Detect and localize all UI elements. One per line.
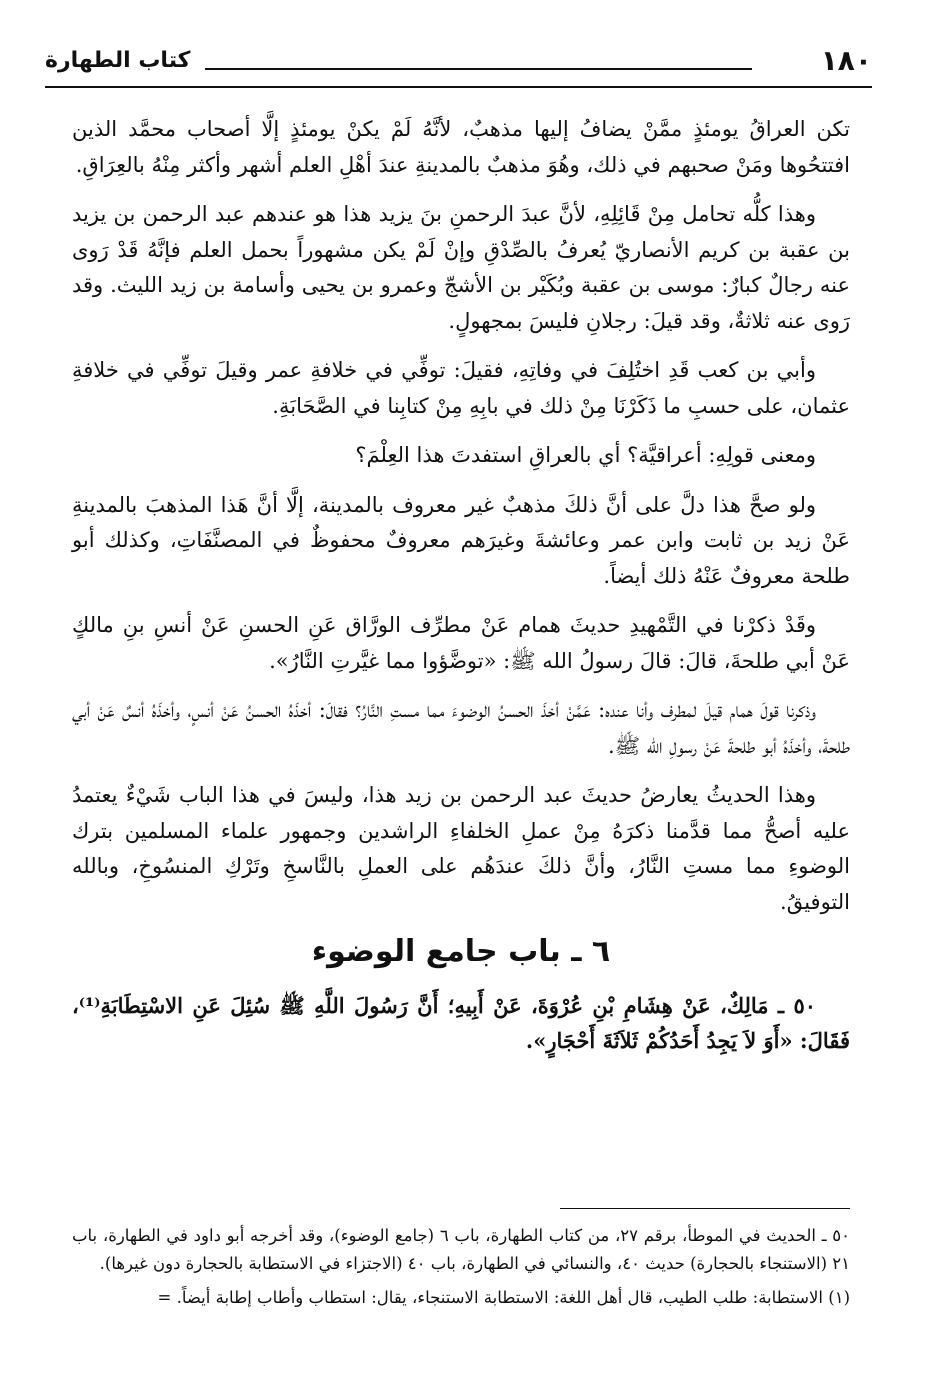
hadith-block [72, 988, 850, 1059]
paragraph: ومعنى قولِهِ: أعراقيَّة؟ أي بالعراقِ استفدتَ هذا العِلْمَ؟ [355, 443, 816, 467]
paragraph: وهذا الحديثُ يعارضُ حديثَ عبد الرحمن بن زيد هذا، وليسَ في هذا الباب شَيْءٌ يعتمدُ عليه أصحُّ مما قدَّمنا ذكرَهُ مِنْ عملِ الخلفاءِ الراشدين وجمهور علماء المسلمين بترك الوضوءِ مما مستِ النَّارُ، وأنَّ ذلكَ عندَهُم على العملِ بالنَّاسخِ وتَرْكِ المنسُوخِ، وبالله التوفيقُ. [72, 783, 850, 914]
page-number: ١٨٠ [820, 44, 872, 77]
footnote: (١) الاستطابة: طلب الطيب، قال أهل اللغة: الاستطابة الاستنجاء، يقال: استطاب وأطاب إطابة أيضاً. = [157, 1288, 850, 1307]
hadith-text: ٥٠ ـ مَالِكٌ، عَنْ هِشَامِ بْنِ عُرْوَةَ، عَنْ أَبِيهِ؛ أَنَّ رَسُولَ اللَّهِ ﷺ سُئِلَ عَنِ الاسْتِطَابَةِ⁽¹⁾، فَقَالَ: «أَوَ لاَ يَجِدُ أَحَدُكُمْ ثَلاَثَةَ أَحْجَارٍ». [72, 992, 850, 1053]
paragraph: وهذا كلُّه تحامل مِنْ قَائِلِهِ، لأنَّ عبدَ الرحمنِ بنَ يزيد هذا هو عندهم عبد الرحمن بن يزيد بن عقبة بن كريم الأنصاريّ يُعرفُ بالصِّدْقِ وإنْ لَمْ يكن مشهوراً بحمل العلم فإنَّهُ قَدْ رَوى عنه رجالٌ كبارٌ: موسى بن عقبة وبُكَيْر بن الأشجّ وعمرو بن يحيى وأسامة بن زيد الليث. وقد رَوى عنه ثلاثةٌ، وقد قيلَ: رجلانِ فليسَ بمجهولٍ. [72, 202, 850, 333]
page-header [45, 44, 872, 88]
paragraph: وقَدْ ذكرْنا في التَّمْهيدِ حديثَ همام عَنْ مطرِّف الورَّاق عَنِ الحسنِ عَنْ أنسِ بنِ مالكٍ عَنْ أبي طلحةَ، قالَ: قالَ رسولُ الله ﷺ: «توضَّؤوا مما غيَّرتِ النَّارُ». [72, 613, 850, 673]
paragraph: وذكرنا قولَ همام قيلَ لمطرف وأنا عنده: عَمَّنْ أخذَ الحسنُ الوضوءَ مما مستِ النَّارُ؟ فقالَ: أخذَهُ الحسنُ عَنْ أنسٍ، وأخذَهُ أنسٌ عَنْ أبي طلحةَ، وأخذَهُ أبو طلحةَ عَنْ رسولِ الله ﷺ. [72, 698, 850, 758]
chapter-title: ٦ ـ باب جامع الوضوء [311, 934, 611, 969]
paragraph: ولو صحَّ هذا دلَّ على أنَّ ذلكَ مذهبٌ غير معروف بالمدينة، إلَّا أنَّ هَذا المذهبَ بالمدينةِ عَنْ زيد بن ثابت وابن عمر وعائشةَ وغيرَهم معروفٌ محفوظٌ في المصنَّفَاتِ، وكذلك أبو طلحة معروفٌ عَنْهُ ذلك أيضاً. [72, 492, 850, 588]
paragraph: وأبي بن كعب قَدِ اختُلِفَ في وفاتِهِ، فقيلَ: توفِّي في خلافةِ عمر وقيلَ توفِّي في خلافةِ عثمان، على حسبِ ما ذَكَرْنَا مِنْ ذلك في بابِهِ مِنْ كتابِنا في الصَّحَابَةِ. [72, 358, 850, 418]
footnotes [72, 1222, 850, 1318]
header-rule [205, 68, 752, 70]
footnote-divider [560, 1208, 850, 1209]
book-title: كتاب الطهارة [45, 48, 191, 73]
paragraph: تكن العراقُ يومئذٍ ممَّنْ يضافُ إليها مذهبٌ، لأنَّهُ لَمْ يكنْ يومئذٍ إلَّا أصحاب محمَّد الذين افتتحُوها ومَنْ صحبهم في ذلك، وهُوَ مذهبٌ بالمدينةِ عندَ أهْلِ العلم أشهر وأكثر مِنْهُ بالعِرَاقِ. [72, 117, 850, 177]
footnote: ٥٠ ـ الحديث في الموطأ، برقم ٢٧، من كتاب الطهارة، باب ٦ (جامع الوضوء)، وقد أخرجه أبو داود في الطهارة، باب ٢١ (الاستنجاء بالحجارة) حديث ٤٠، والنسائي في الطهارة، باب ٤٠ (الاجتزاء في الاستطابة بالحجارة دون غيرها). [72, 1226, 850, 1273]
main-text [72, 112, 850, 1073]
